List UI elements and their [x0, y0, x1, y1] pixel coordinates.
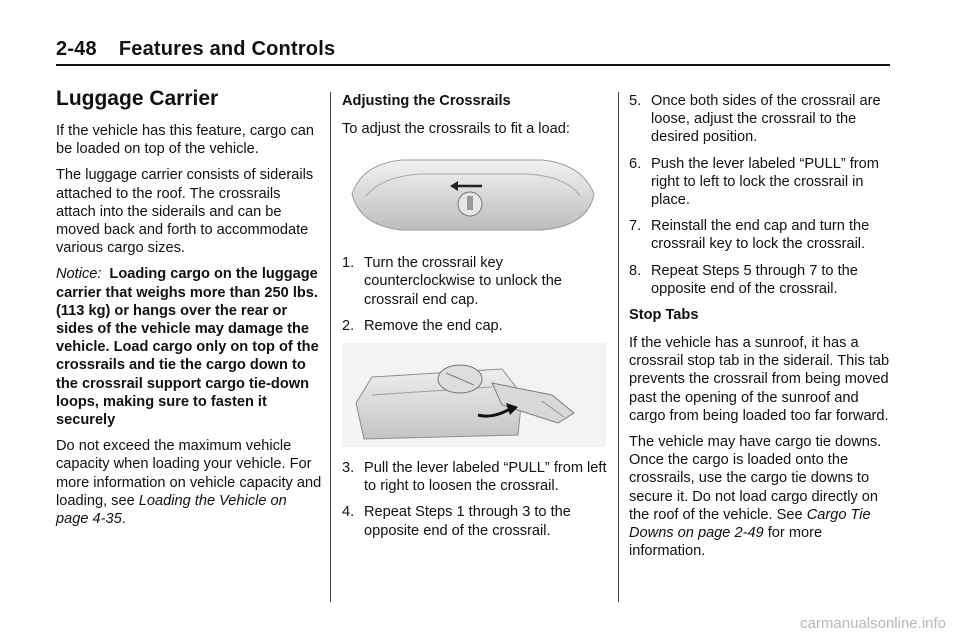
step-text: Once both sides of the crossrail are loose, adjust the crossrail to the desired position.: [651, 93, 881, 146]
steps-list: [342, 459, 610, 540]
step-number: 3.: [342, 460, 355, 477]
page-header: [56, 38, 335, 61]
step-text: Turn the crossrail key counterclockwise to unlock the crossrail end cap.: [364, 255, 562, 308]
cross-reference-link[interactable]: Loading the Vehicle on page 4-35: [56, 492, 287, 528]
crossrail-key-illustration: [342, 146, 604, 242]
list-item: [629, 155, 899, 210]
paragraph-end: for more information.: [629, 525, 823, 560]
step-number: 8.: [629, 262, 642, 279]
paragraph-text: The vehicle may have cargo tie downs. Once the cargo is loaded onto the crossrails, use the cargo tie downs to secure it. Do not load cargo directly on the roof of the vehicle. See: [629, 434, 882, 523]
step-text: Reinstall the end cap and turn the crossrail key to lock the crossrail.: [651, 218, 870, 253]
step-text: Pull the lever labeled “PULL” from left to right to loosen the crossrail.: [364, 460, 607, 495]
step-number: 1.: [342, 255, 355, 272]
paragraph-end: .: [121, 511, 126, 528]
notice-label: Notice:: [56, 266, 102, 283]
watermark: carmanualsonline.info: [800, 615, 946, 632]
list-item: [629, 217, 899, 253]
column-divider: [618, 92, 619, 602]
intro-text: To adjust the crossrails to fit a load:: [342, 121, 570, 137]
steps-list: [342, 254, 610, 335]
section-heading: Luggage Carrier: [56, 87, 219, 110]
subsection-heading: Stop Tabs: [629, 307, 699, 324]
step-text: Repeat Steps 5 through 7 to the opposite end of the crossrail.: [651, 262, 858, 297]
section-title: Features and Controls: [118, 38, 336, 60]
column-adjusting-crossrails: [342, 92, 610, 548]
list-item: [342, 317, 610, 335]
notice-block: [56, 265, 322, 429]
end-cap-lever-illustration: [342, 343, 606, 447]
paragraph-text: Do not exceed the maximum vehicle capacity when loading your vehicle. For more information on vehicle capacity and loading, see: [56, 438, 322, 509]
step-text: Repeat Steps 1 through 3 to the opposite end of the crossrail.: [364, 504, 571, 539]
list-item: [629, 92, 899, 147]
column-luggage-carrier: [56, 86, 322, 536]
step-number: 2.: [342, 317, 355, 334]
step-number: 7.: [629, 218, 642, 235]
step-text: Remove the end cap.: [364, 317, 503, 334]
step-text: Push the lever labeled “PULL” from right to left to lock the crossrail in place.: [651, 155, 879, 209]
paragraph: If the vehicle has a sunroof, it has a crossrail stop tab in the siderail. This tab prevents the crossrail from being moved past the opening of the sunroof and cargo from being loaded too far forward.: [629, 335, 890, 424]
list-item: [342, 503, 610, 539]
cross-reference-link[interactable]: Cargo Tie Downs on page 2-49: [629, 506, 871, 542]
step-number: 5.: [629, 93, 642, 109]
paragraph: If the vehicle has this feature, cargo can be loaded on top of the vehicle.: [56, 123, 314, 158]
subsection-heading: Adjusting the Crossrails: [342, 93, 511, 109]
paragraph: [629, 433, 899, 560]
list-item: [342, 254, 610, 309]
notice-text: Loading cargo on the luggage carrier that weighs more than 250 lbs. (113 kg) or hangs over the rear or sides of the vehicle may damage the vehicle. Load cargo only on top of the crossrails and tie the cargo down to the crossrail support cargo tie-down loops, making sure to fasten it securely: [56, 266, 319, 429]
column-steps-stop-tabs: [629, 92, 899, 568]
steps-list: [629, 92, 899, 298]
step-number: 4.: [342, 504, 355, 521]
step-number: 6.: [629, 155, 642, 172]
list-item: [629, 262, 899, 298]
paragraph: [56, 437, 322, 528]
page-number: 2-48: [56, 38, 97, 60]
paragraph: The luggage carrier consists of siderails attached to the roof. The crossrails attach into the siderails and can be moved back and forth to accommodate various cargo sizes.: [56, 167, 314, 257]
column-divider: [330, 92, 331, 602]
header-rule: [56, 64, 890, 66]
list-item: [342, 459, 610, 495]
